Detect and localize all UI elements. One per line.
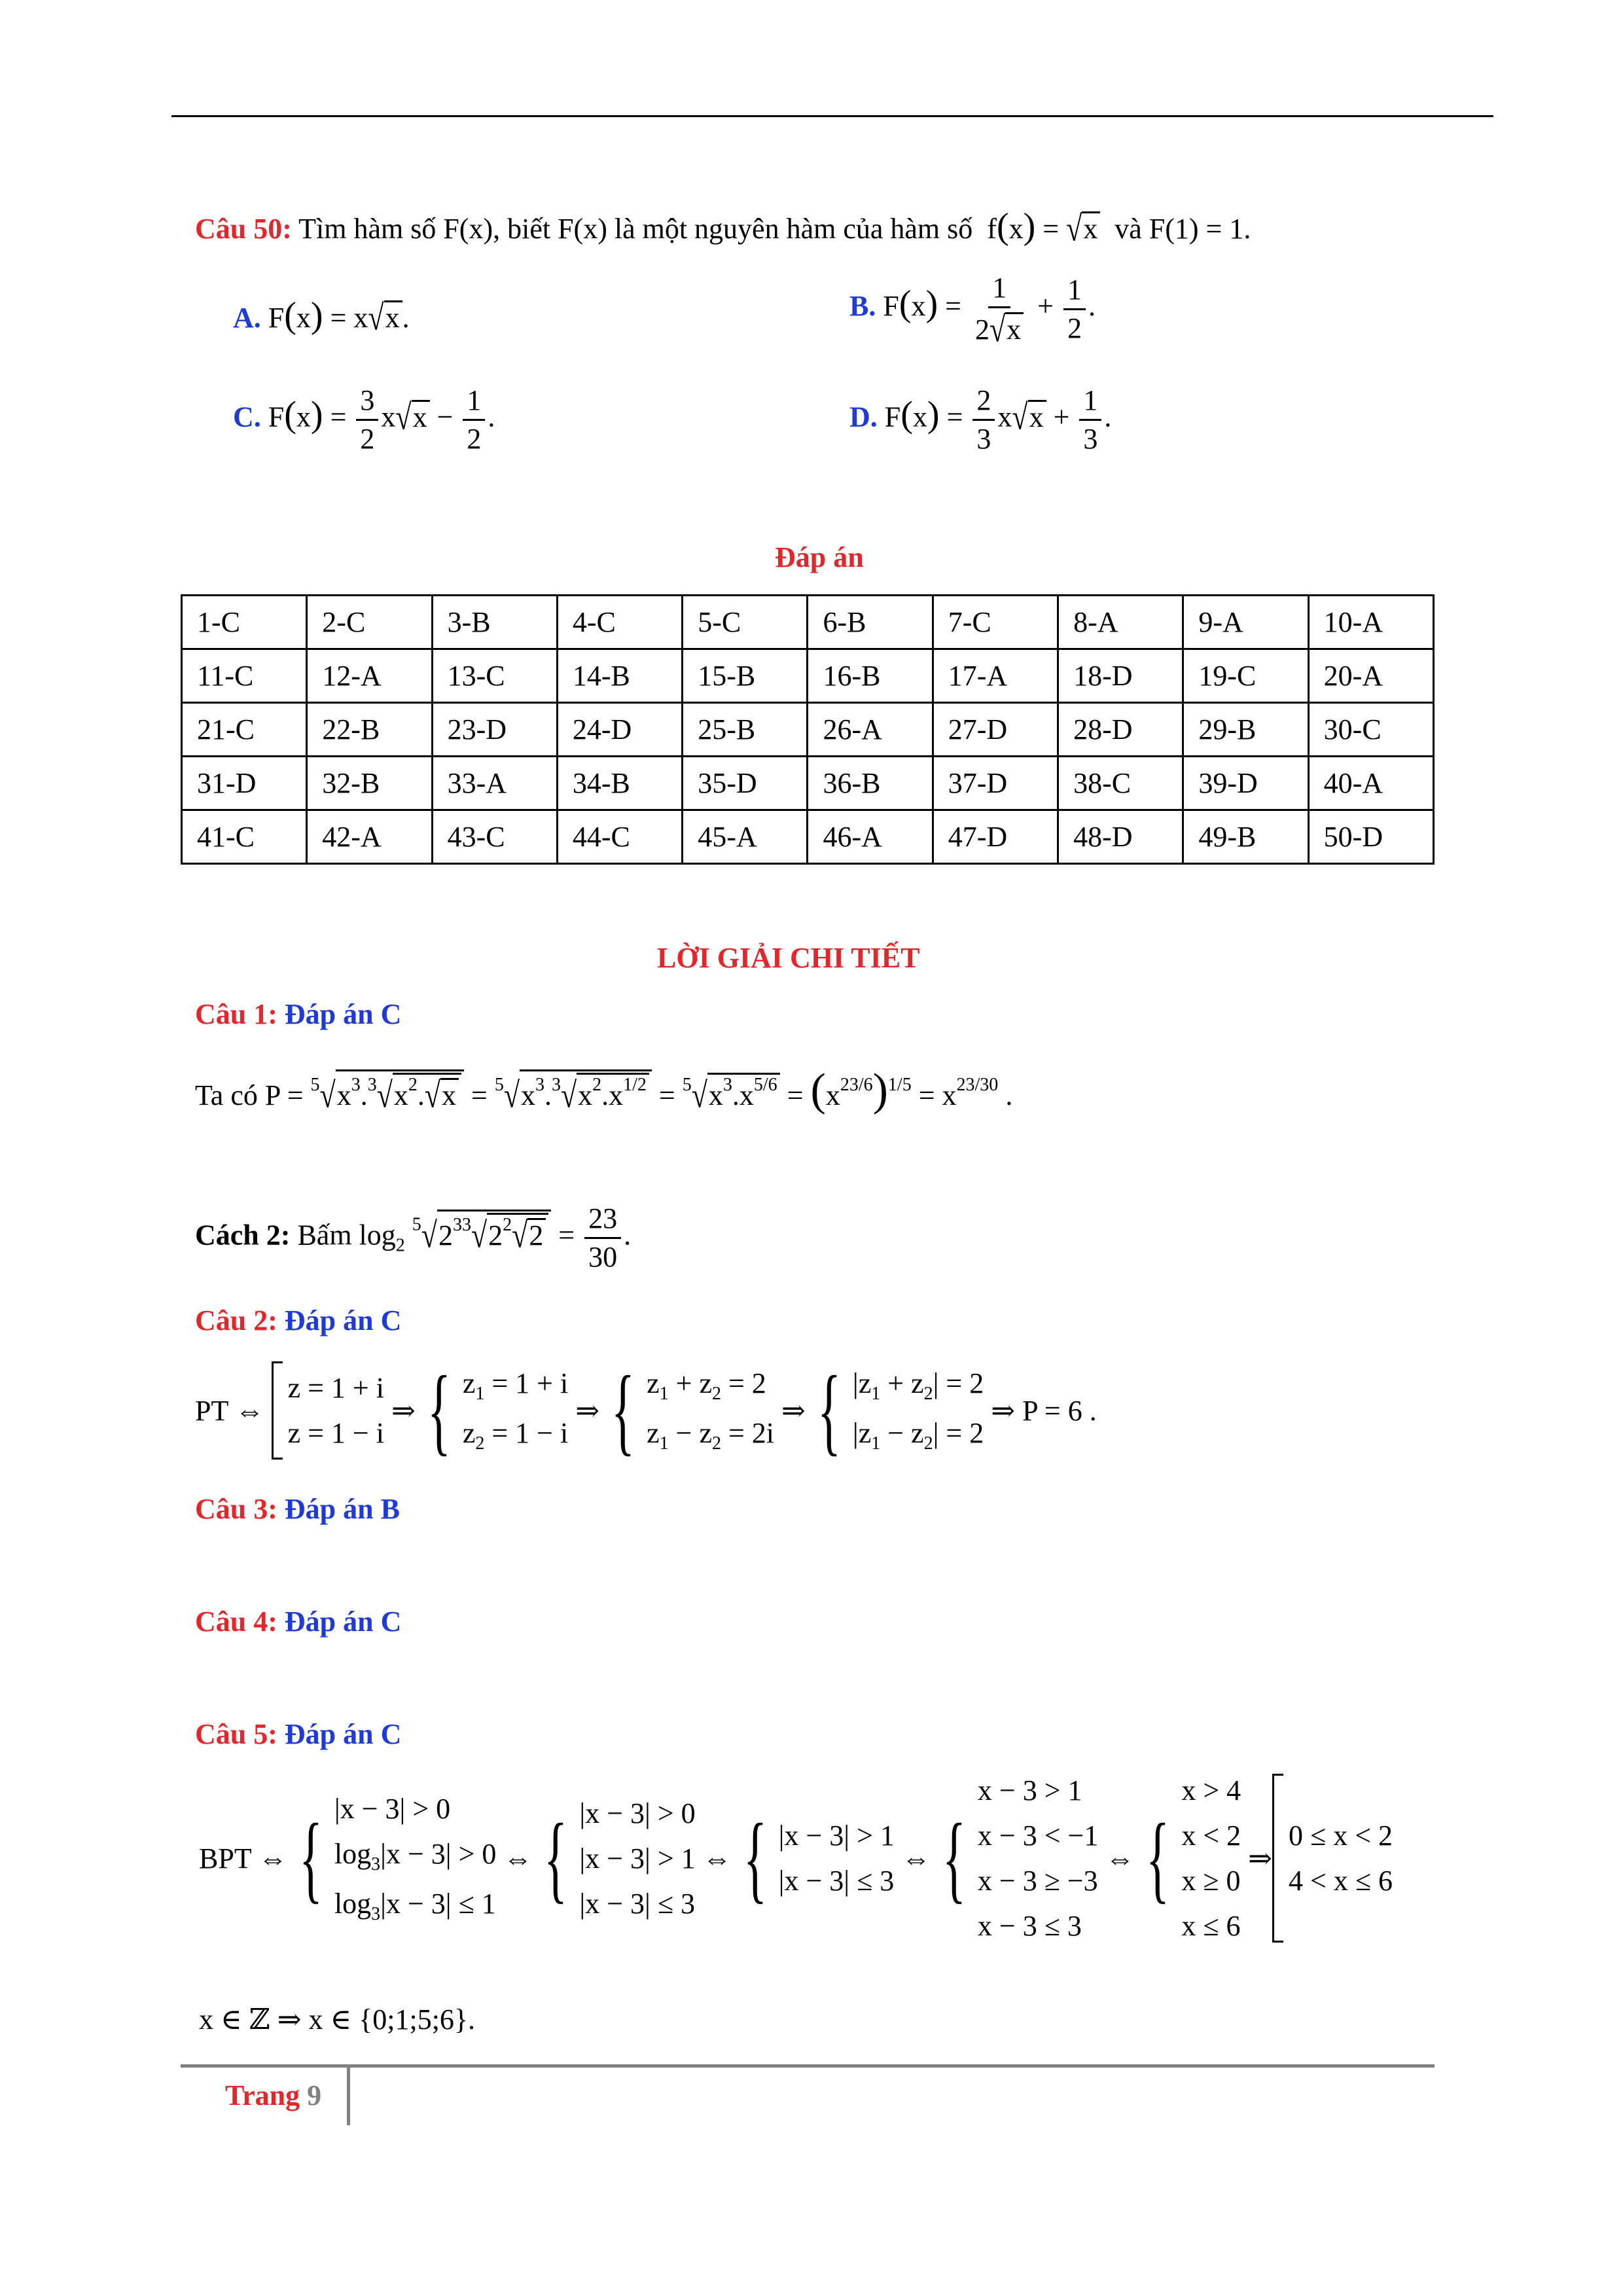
answer-key-title: Đáp án xyxy=(775,541,864,573)
solution-5-final: x ∈ ℤ ⇒ x ∈ {0;1;5;6}. xyxy=(199,2003,476,2036)
table-cell: 1-C xyxy=(182,596,307,649)
table-cell: 39-D xyxy=(1183,757,1308,810)
option-letter: A. xyxy=(233,302,261,334)
table-cell: 44-C xyxy=(557,810,682,864)
table-cell: 26-A xyxy=(808,703,933,757)
table-cell: 47-D xyxy=(933,810,1058,864)
table-cell: 23-D xyxy=(432,703,557,757)
table-cell: 7-C xyxy=(933,596,1058,649)
option-letter: C. xyxy=(233,401,261,433)
table-cell: 33-A xyxy=(432,757,557,810)
table-cell: 21-C xyxy=(182,703,307,757)
table-cell: 49-B xyxy=(1183,810,1308,864)
table-cell: 42-A xyxy=(307,810,432,864)
table-row xyxy=(182,757,1434,810)
option-letter: B. xyxy=(849,290,876,323)
option-letter: D. xyxy=(849,401,878,433)
question-text: Tìm hàm số F(x), biết F(x) là một nguyên hàm của hàm số xyxy=(298,213,973,245)
solution-3-header: Câu 3: Đáp án B xyxy=(195,1493,400,1525)
table-cell: 8-A xyxy=(1058,596,1183,649)
table-row xyxy=(182,703,1434,757)
table-cell: 29-B xyxy=(1183,703,1308,757)
table-cell: 18-D xyxy=(1058,649,1183,703)
solutions-title: LỜI GIẢI CHI TIẾT xyxy=(657,942,920,974)
table-cell: 4-C xyxy=(557,596,682,649)
table-cell: 31-D xyxy=(182,757,307,810)
answer-key-table xyxy=(181,594,1435,865)
table-cell: 43-C xyxy=(432,810,557,864)
table-cell: 32-B xyxy=(307,757,432,810)
option-c[interactable]: C. F(x) = $\frac{3}{2}$ x√x − $\frac{1}{2}$ . xyxy=(233,384,495,455)
table-cell: 19-C xyxy=(1183,649,1308,703)
table-cell: 37-D xyxy=(933,757,1058,810)
table-cell: 34-B xyxy=(557,757,682,810)
solution-1-header: Câu 1: Đáp án C xyxy=(195,998,402,1030)
table-cell: 3-B xyxy=(432,596,557,649)
table-cell: 2-C xyxy=(307,596,432,649)
table-cell: 14-B xyxy=(557,649,682,703)
table-cell: 40-A xyxy=(1308,757,1433,810)
option-d[interactable]: D. F(x) = $\frac{2}{3}$ x√x + $\frac{1}{3}$ . xyxy=(849,384,1112,455)
table-row xyxy=(182,810,1434,864)
solution-1-method-2: Cách 2: Bấm $\log_2 ^5√2^{33}√2^2√2$ = $\frac{23}{30}$ . xyxy=(195,1202,632,1273)
table-cell: 17-A xyxy=(933,649,1058,703)
table-cell: 28-D xyxy=(1058,703,1183,757)
option-a[interactable]: A. F(x) = x√x. xyxy=(233,295,410,338)
table-cell: 11-C xyxy=(182,649,307,703)
table-cell: 9-A xyxy=(1183,596,1308,649)
table-cell: 13-C xyxy=(432,649,557,703)
table-cell: 35-D xyxy=(683,757,808,810)
table-cell: 45-A xyxy=(683,810,808,864)
table-row xyxy=(182,649,1434,703)
question-condition: và F(1) = 1. xyxy=(1115,213,1251,245)
table-cell: 36-B xyxy=(808,757,933,810)
table-cell: 27-D xyxy=(933,703,1058,757)
table-cell: 10-A xyxy=(1308,596,1433,649)
solution-2-header: Câu 2: Đáp án C xyxy=(195,1304,402,1336)
solution-1-formula: Ta có $P = ^5√x^3.^3√x^2.√x = ^5√x^3.^3√x^2.x^{1/2} = ^5√x^3.x^{5/6} = (x^{23/6})^{1/5} = x^{23/30}$ . xyxy=(195,1065,1013,1116)
table-cell: 12-A xyxy=(307,649,432,703)
option-b[interactable]: B. F(x) = $\frac{1}{2√x}$ + $\frac{1}{2}$ . xyxy=(849,272,1096,350)
table-cell: 6-B xyxy=(808,596,933,649)
table-cell: 48-D xyxy=(1058,810,1183,864)
question-function: f(x) = √x xyxy=(980,213,1100,245)
solution-2-formula: PT ⇔ z = 1 + i z = 1 − i ⇒ { $z_1 = 1 + i$ $z_2 = 1 - i$ ⇒ { $z_1 + z_2 = 2$ $z_1 - z_2 = 2i$ ⇒ { $|z_1 + z_2| = 2$ $|z_1 - z_2| = 2$ ⇒ P = 6 . xyxy=(195,1356,1097,1465)
question-50 xyxy=(195,206,1251,249)
table-cell: 38-C xyxy=(1058,757,1183,810)
table-cell: 5-C xyxy=(683,596,808,649)
table-cell: 22-B xyxy=(307,703,432,757)
table-row xyxy=(182,596,1434,649)
solution-5-formula: BPT ⇔ { |x − 3| > 0 $\log_3|x - 3| > 0$ $\log_3|x - 3| \le 1$ ⇔ { |x − 3| > 0 |x − 3| > 1 |x − 3| ≤ 3 ⇔ { |x − 3| > 1 |x − 3| ≤ 3 ⇔ { x − 3 > 1 x − 3 < −1 x − 3 ≥ −3 x − 3 ≤ 3 ⇔ { x > 4 x < 2 x ≥ 0 x ≤ 6 ⇒ 0 ≤ x < 2 4 < x ≤ 6 xyxy=(199,1774,1393,1942)
table-cell: 16-B xyxy=(808,649,933,703)
table-cell: 41-C xyxy=(182,810,307,864)
solution-4-header: Câu 4: Đáp án C xyxy=(195,1605,402,1638)
footer-rule xyxy=(181,2064,1435,2068)
table-cell: 30-C xyxy=(1308,703,1433,757)
table-cell: 50-D xyxy=(1308,810,1433,864)
table-cell: 15-B xyxy=(683,649,808,703)
footer-page: Trang 9 xyxy=(225,2079,322,2111)
table-cell: 46-A xyxy=(808,810,933,864)
table-cell: 24-D xyxy=(557,703,682,757)
table-cell: 20-A xyxy=(1308,649,1433,703)
question-label: Câu 50: xyxy=(195,213,292,245)
header-rule xyxy=(171,115,1493,117)
footer-divider xyxy=(347,2068,350,2125)
table-cell: 25-B xyxy=(683,703,808,757)
solution-5-header: Câu 5: Đáp án C xyxy=(195,1718,402,1750)
